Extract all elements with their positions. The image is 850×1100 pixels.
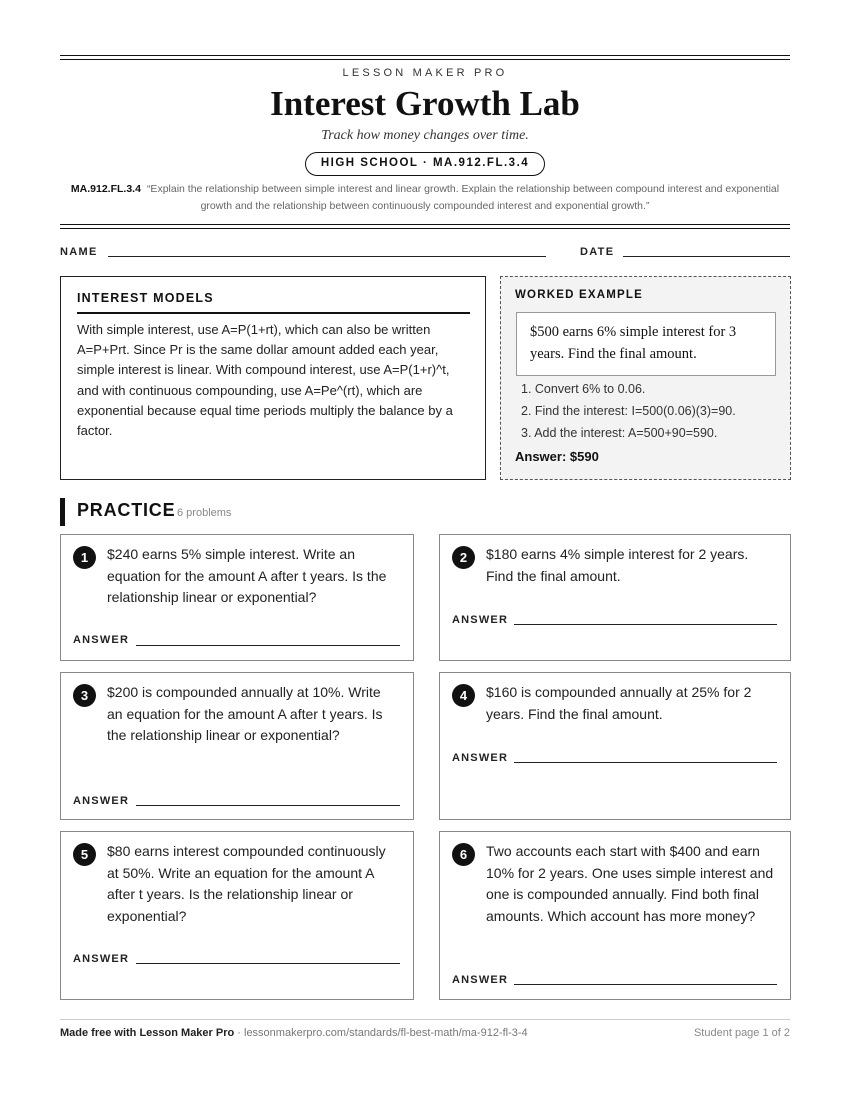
practice-accent-bar <box>60 498 65 526</box>
answer-field-1[interactable] <box>136 645 400 646</box>
worked-step-1: 1. Convert 6% to 0.06. <box>521 382 646 396</box>
practice-title: PRACTICE <box>77 500 176 520</box>
problem-number-badge: 4 <box>452 684 475 707</box>
name-field[interactable] <box>108 256 546 257</box>
header-bottom-rule-2 <box>60 228 790 229</box>
problem-card-3 <box>60 672 414 820</box>
problem-text: $160 is compounded annually at 25% for 2 years. Find the final amount. <box>486 684 752 722</box>
interest-models-text: With simple interest, use A=P(1+rt), which can also be written A=P+Prt. Since Pr is the same dollar amount added each year, simple interest is linear. With compound interest, use A=P(1+r)^t, and with continuous compounding, use A=Pe^(rt), which are exponential because equal time periods multiply the balance by a factor. <box>77 322 453 439</box>
standard-description <box>64 181 786 215</box>
problem-text: $240 earns 5% simple interest. Write an equation for the amount A after t years. Is the relationship linear or exponential? <box>107 546 387 605</box>
practice-count: 6 problems <box>177 507 232 519</box>
worked-example-answer: Answer: $590 <box>515 449 599 464</box>
answer-field-2[interactable] <box>514 624 777 625</box>
problem-card-4 <box>439 672 791 820</box>
footer-rule <box>60 1019 790 1020</box>
answer-label: ANSWER <box>452 974 509 986</box>
grade-standard-badge: HIGH SCHOOL · MA.912.FL.3.4 <box>305 152 545 176</box>
footer-url: · lessonmakerpro.com/standards/fl-best-math/ma-912-fl-3-4 <box>234 1027 528 1039</box>
name-label: NAME <box>60 246 98 258</box>
footer-credit <box>60 1027 528 1039</box>
worked-example-panel <box>500 276 791 480</box>
header-top-rule <box>60 55 790 56</box>
standard-code: MA.912.FL.3.4 <box>70 183 141 195</box>
problem-number-badge: 3 <box>73 684 96 707</box>
problem-text: $180 earns 4% simple interest for 2 years. Find the final amount. <box>486 546 749 584</box>
answer-field-4[interactable] <box>514 762 777 763</box>
page-indicator: Student page 1 of 2 <box>693 1027 790 1039</box>
problem-number-badge: 1 <box>73 546 96 569</box>
answer-field-3[interactable] <box>136 805 400 806</box>
problem-card-1 <box>60 534 414 661</box>
date-field[interactable] <box>623 256 790 257</box>
worked-example-title: WORKED EXAMPLE <box>515 289 643 301</box>
page-subtitle: Track how money changes over time. <box>321 128 529 143</box>
answer-label: ANSWER <box>73 634 130 646</box>
interest-models-divider <box>77 312 470 314</box>
interest-models-panel <box>60 276 486 480</box>
answer-label: ANSWER <box>73 795 130 807</box>
answer-field-6[interactable] <box>514 984 777 985</box>
brand-name: LESSON MAKER PRO <box>342 67 508 79</box>
problem-card-5 <box>60 831 414 1000</box>
problem-card-2 <box>439 534 791 661</box>
interest-models-title: INTEREST MODELS <box>77 291 214 305</box>
worked-step-2: 2. Find the interest: I=500(0.06)(3)=90. <box>521 404 736 418</box>
problem-number-badge: 6 <box>452 843 475 866</box>
header-bottom-rule <box>60 224 790 225</box>
problem-text: Two accounts each start with $400 and earn 10% for 2 years. One uses simple interest and one is compounded annually. Find both final amounts. Which account has more money? <box>486 843 774 924</box>
answer-field-5[interactable] <box>136 963 400 964</box>
date-label: DATE <box>580 246 615 258</box>
problem-text: $200 is compounded annually at 10%. Write an equation for the amount A after t years. Is the relationship linear or exponential? <box>107 684 383 743</box>
answer-label: ANSWER <box>73 953 130 965</box>
problem-number-badge: 5 <box>73 843 96 866</box>
standard-text: “Explain the relationship between simple interest and linear growth. Explain the relationship between compound interest and exponential growth and the relationship between continuously compounded interest and exponential growth.” <box>146 183 780 212</box>
problem-card-6 <box>439 831 791 1000</box>
header-top-rule-2 <box>60 59 790 60</box>
footer-made-with: Made free with Lesson Maker Pro <box>60 1027 235 1039</box>
page-title: Interest Growth Lab <box>270 84 580 123</box>
worked-step-3: 3. Add the interest: A=500+90=590. <box>521 426 718 440</box>
problem-text: $80 earns interest compounded continuously at 50%. Write an equation for the amount A after t years. Is the relationship linear or exponential? <box>107 843 386 924</box>
answer-label: ANSWER <box>452 614 509 626</box>
problem-number-badge: 2 <box>452 546 475 569</box>
answer-label: ANSWER <box>452 752 509 764</box>
worked-example-problem: $500 earns 6% simple interest for 3 years. Find the final amount. <box>516 312 776 376</box>
